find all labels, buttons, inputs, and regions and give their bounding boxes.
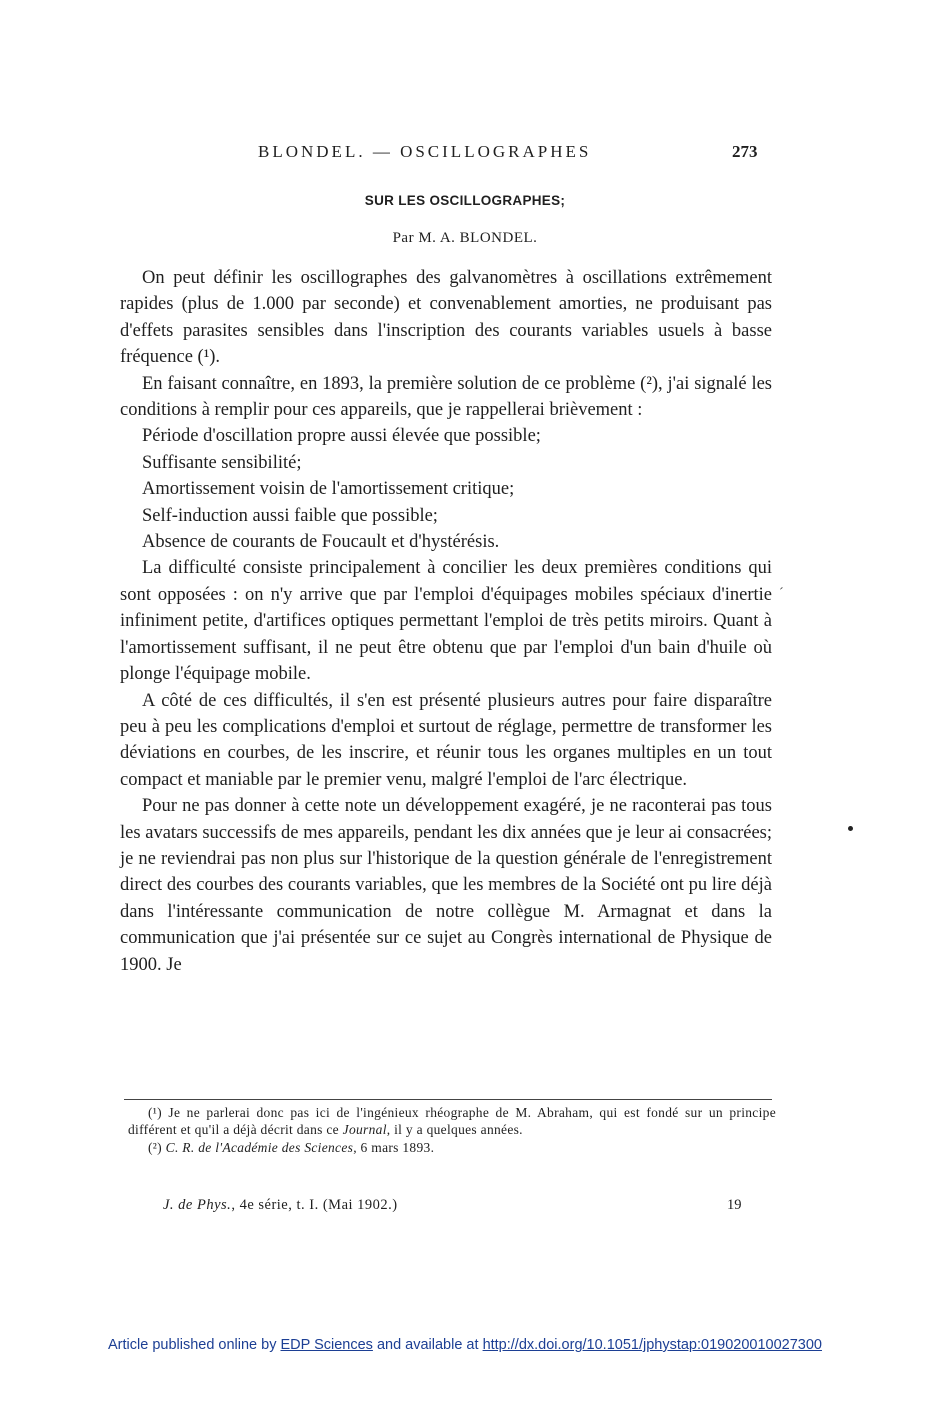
journal-series: , 4e série, t. I. (Mai 1902.) [231, 1197, 398, 1213]
publication-notice [0, 1337, 930, 1353]
footnote-2-source: C. R. de l'Académie des Sciences [165, 1140, 354, 1155]
paragraph-3: La difficulté consiste principalement à concilier les deux premières conditions qui sont opposées : on n'y arrive que par l'emploi d'équipages mobiles spéciaux d'inertie infiniment petite, d'artifices optiques permettant l'emploi de très petits miroirs. Quant à l'amortissement suffisant, il ne peut être obtenu que par l'emploi d'un bain d'huile où plonge l'équipage mobile. [120, 558, 772, 685]
footnote-2-marker: (²) [148, 1140, 162, 1155]
edp-sciences-link[interactable]: EDP Sciences [280, 1337, 373, 1353]
journal-abbrev: J. de Phys. [163, 1197, 232, 1213]
condition-item-1: Période d'oscillation propre aussi élevée que possible; [142, 426, 541, 447]
margin-tick-mark: ´ [779, 586, 784, 601]
paragraph-1: On peut définir les oscillographes des galvanomètres à oscillations extrêmement rapides (plus de 1.000 par seconde) et convenablement amorties, ne produisant pas d'effets parasites sensibles dans l'inscription des courants variables usuels à basse fréquence (¹). [120, 268, 772, 368]
condition-item-2: Suffisante sensibilité; [142, 452, 302, 473]
body-text [120, 265, 772, 978]
footnote-1 [128, 1105, 776, 1138]
paragraph-5: Pour ne pas donner à cette note un développement exagéré, je ne raconterai pas tous les avatars successifs de mes appareils, pendant les dix années que je leur ai consacrées; je ne reviendrai pas non plus sur l'historique de la question générale de l'enregistrement direct des courbes des courants variables, que les membres de la Société ont pu lire déjà dans l'intéressante communication de notre collègue M. Armagnat et dans la communication que j'ai présentée sur ce sujet au Congrès international de Physique de 1900. Je [120, 796, 772, 975]
footnotes [128, 1105, 776, 1157]
publication-middle: and available at [372, 1337, 483, 1353]
margin-dot-mark [848, 826, 853, 831]
article-author: Par M. A. BLONDEL. [392, 230, 538, 246]
condition-item-3: Amortissement voisin de l'amortissement critique; [142, 479, 515, 500]
paragraph-2: En faisant connaître, en 1893, la première solution de ce problème (²), j'ai signalé les conditions à remplir pour ces appareils, que je rappellerai brièvement : [120, 373, 772, 421]
footnote-2 [128, 1140, 776, 1157]
article-title: SUR LES OSCILLOGRAPHES; [364, 193, 566, 208]
footnote-rule [124, 1099, 772, 1100]
footnote-2-date: , 6 mars 1893. [353, 1140, 435, 1155]
running-head-title: BLONDEL. — OSCILLOGRAPHES [258, 142, 592, 161]
paragraph-4: A côté de ces difficultés, il s'en est présenté plusieurs autres pour faire disparaître peu à peu les complications d'emploi et surtout de réglage, permettre de transformer les déviations en courbes, de les inscrire, et réunir tous les organes multiples en un tout compact et maniable par le premier venu, malgré l'emploi de l'arc électrique. [120, 690, 772, 790]
condition-item-4: Self-induction aussi faible que possible; [142, 505, 438, 526]
condition-item-5: Absence de courants de Foucault et d'hystérésis. [142, 532, 500, 553]
sheet-number: 19 [727, 1197, 742, 1213]
footnote-1-marker: (¹) [148, 1105, 162, 1120]
footnote-1-journal: Journal [342, 1121, 387, 1137]
footnote-1-text-end: , il y a quelques années. [386, 1121, 523, 1137]
footnote-1-text: Je ne parlerai donc pas ici de l'ingénieux rhéographe de M. Abraham, qui est fondé sur un principe différent et qu'il a déjà décrit dans ce [128, 1105, 776, 1137]
publication-prefix: Article published online by [108, 1337, 281, 1353]
doi-link[interactable]: http://dx.doi.org/10.1051/jphystap:019020010027300 [482, 1337, 822, 1353]
page-number: 273 [732, 142, 758, 161]
journal-reference [163, 1197, 398, 1214]
